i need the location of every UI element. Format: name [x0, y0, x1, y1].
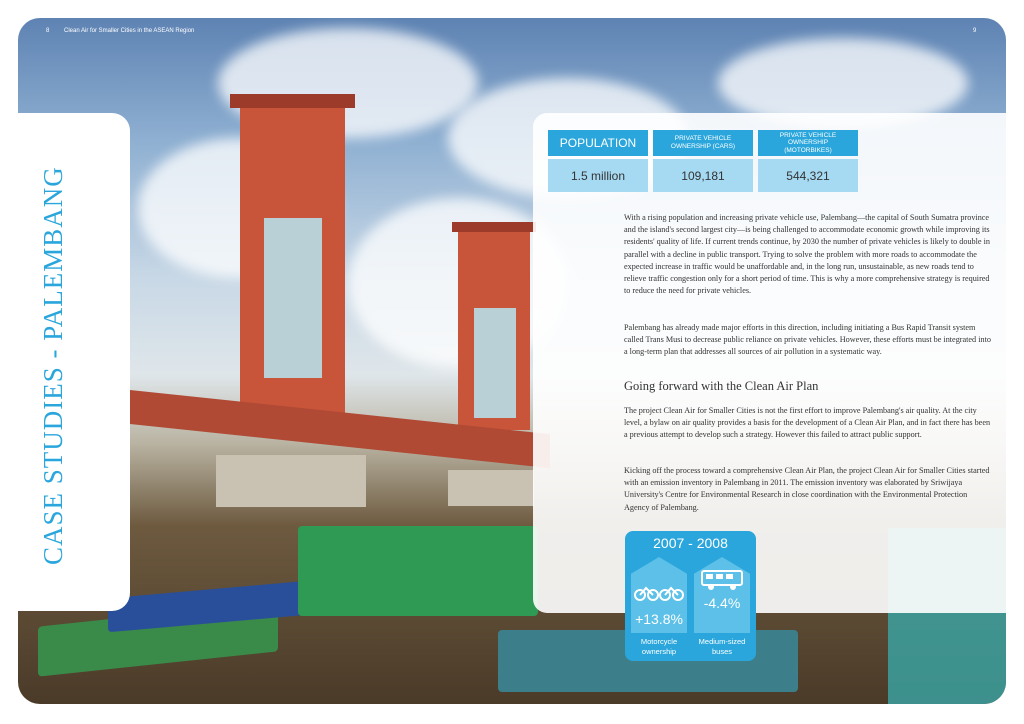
stat-value-population: 1.5 million [548, 159, 648, 192]
infographic-period: 2007 - 2008 [653, 535, 728, 551]
stat-value-motorbikes: 544,321 [758, 159, 858, 192]
tower-window-right [474, 308, 516, 418]
motorcycle-change-value: +13.8% [635, 611, 683, 627]
stat-header-motorbikes: PRIVATE VEHICLE OWNERSHIP (MOTORBIKES) [758, 130, 858, 156]
tower-top-right [452, 222, 536, 232]
bridge-pier [216, 455, 366, 507]
tower-window-left [264, 218, 322, 378]
infographic [625, 531, 756, 661]
stat-header-population: POPULATION [548, 130, 648, 156]
stat-value-cars: 109,181 [653, 159, 753, 192]
tower-top-left [230, 94, 355, 108]
boat [298, 526, 538, 616]
header-doc-title: Clean Air for Smaller Cities in the ASEAN Region [64, 28, 195, 34]
bus-icon [700, 569, 744, 596]
section-title-panel [18, 113, 130, 611]
paragraph: The project Clean Air for Smaller Cities is not the first effort to improve Palembang's air quality. At the city level, a bylaw on air quality provides a basis for the development of a Clean Air Plan, and in fact there has been a previous attempt to develop such a strategy. However this failed to attract public support. [624, 406, 991, 440]
section-title: CASE STUDIES - PALEMBANG [38, 166, 68, 565]
page-number-right: 9 [973, 28, 977, 34]
paragraph: Kicking off the process toward a comprehensive Clean Air Plan, the project Clean Air for Smaller Cities started with an emission inventory in Palembang in 2011. The emission inventory was elaborated by Sriwijaya University's Centre for Environmental Research in close coordination with the Environmental Protection Agency of Palembang. [624, 466, 990, 512]
motorcycle-label: Motorcycle ownership [640, 637, 678, 656]
stat-header-cars: PRIVATE VEHICLE OWNERSHIP (CARS) [653, 130, 753, 156]
paragraph: Palembang has already made major efforts in this direction, including initiating a Bus Rapid Transit system called Trans Musi to decrease public reliance on private vehicles. However, these efforts must be integrated into a long-term plan that addresses all sources of air pollution in a systematic way. [624, 323, 991, 357]
paragraph: With a rising population and increasing private vehicle use, Palembang—the capital of South Sumatra province and the island's second largest city—is being challenged to accommodate economic growth while improving its residents' quality of life. If current trends continue, by 2030 the number of private vehicles is likely to double in parallel with a decline in public transport. Trying to solve the problem with more roads to accommodate the expected increase in traffic would be unaffordable and, in the long run, unsustainable, as new roads tend to relieve traffic congestion only for a short period of time. This is why a more comprehensive strategy is required to reduce the need for private vehicles. [624, 213, 990, 296]
subheading: Going forward with the Clean Air Plan [624, 379, 819, 393]
motorcycle-icon [633, 583, 685, 606]
bus-change-value: -4.4% [703, 595, 741, 611]
page-number-left: 8 [46, 28, 50, 34]
bridge-pier [448, 470, 534, 506]
bus-label: Medium-sized buses [698, 637, 746, 656]
